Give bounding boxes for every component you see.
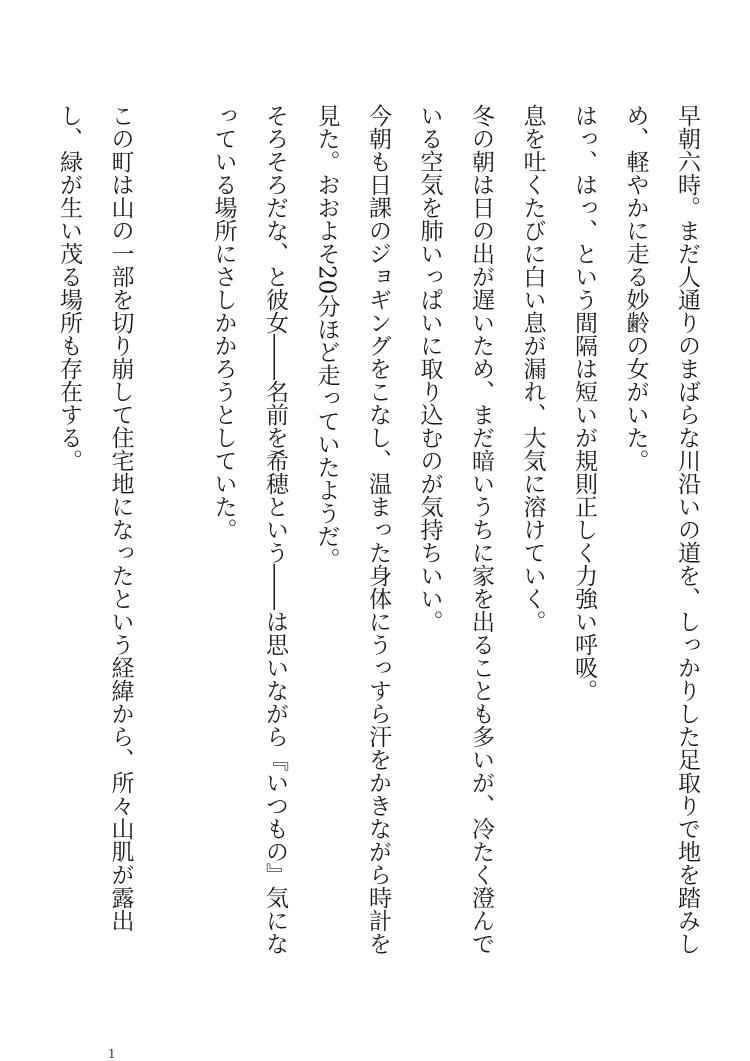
body-text — [43, 104, 713, 984]
text-line-9: そろそろだな、と彼女――名前を希穂という――は思いながら『いつもの』気にな — [262, 104, 288, 955]
text-line-8: 見た。おおよそ20分ほど走っていたようだ。 — [313, 104, 340, 571]
text-line-7: 今朝も日課のジョギングをこなし、温まった身体にうっすら汗をかきながら時計を — [365, 104, 391, 955]
text-line-5: 冬の朝は日の出が遅いため、まだ暗いうちに家を出ることも多いが、冷たく澄んで — [468, 104, 494, 955]
blank-line — [146, 104, 198, 984]
text-line-3: はっ、はっ、という間隔は短いが規則正しく力強い呼吸。 — [571, 104, 597, 702]
text-line-11: この町は山の一部を切り崩して住宅地になったという経緯から、所々山肌が露出 — [107, 104, 134, 932]
text-line-4: 息を吐くたびに白い息が漏れ、大気に溶けていく。 — [519, 104, 546, 633]
page-number: 1 — [108, 1047, 116, 1061]
text-line-1: 早朝六時。まだ人通りのまばらな川沿いの道を、しっかりした足取りで地を踏みし — [674, 104, 700, 955]
text-line-12: し、緑が生い茂る場所も存在する。 — [56, 104, 82, 472]
text-line-6: いる空気を肺いっぱいに取り込むのが気持ちいい。 — [416, 104, 443, 633]
text-line-10: っている場所にさしかかろうとしていた。 — [210, 104, 237, 541]
text-line-2: め、軽やかに走る妙齢の女がいた。 — [622, 104, 649, 472]
